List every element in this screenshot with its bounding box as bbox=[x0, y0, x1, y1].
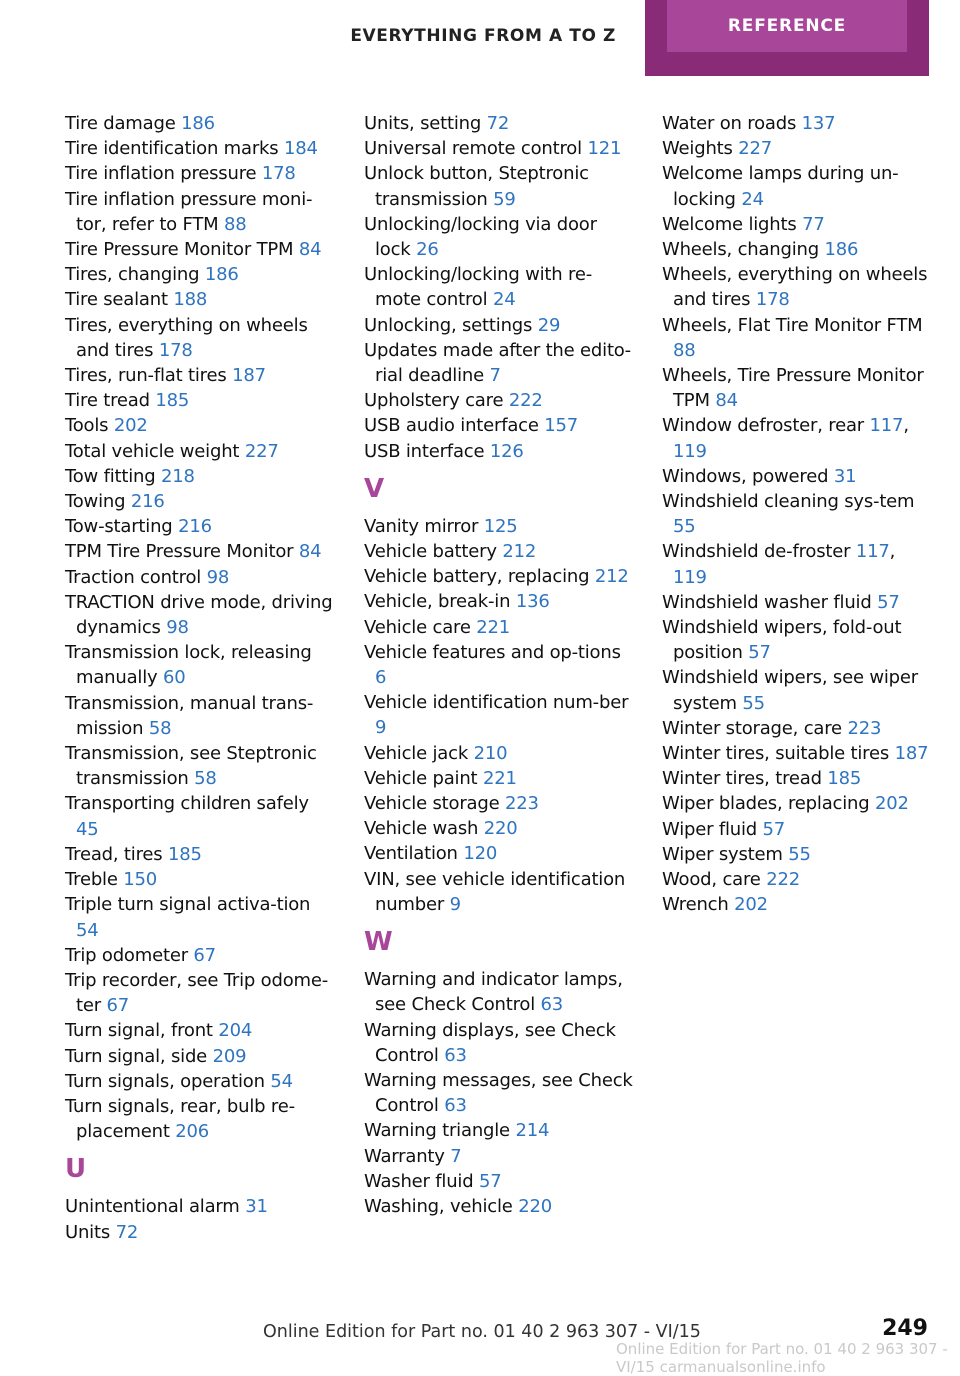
index-entry bbox=[65, 892, 335, 942]
index-entry-text: Warning triangle bbox=[364, 1120, 510, 1142]
index-entry-text: Units, setting bbox=[364, 113, 482, 134]
page-link[interactable]: 119 bbox=[673, 440, 707, 462]
page-link[interactable]: 55 bbox=[742, 692, 765, 714]
index-column-3 bbox=[662, 111, 932, 918]
page-link[interactable]: 60 bbox=[163, 667, 186, 689]
page-link[interactable]: 221 bbox=[482, 767, 517, 789]
index-entry bbox=[662, 867, 932, 892]
index-entry-text: Welcome lamps during un‐locking bbox=[662, 163, 899, 210]
index-entry bbox=[65, 262, 335, 287]
index-entry bbox=[65, 1194, 335, 1219]
index-entry-text: Total vehicle weight bbox=[65, 440, 240, 462]
page-link[interactable]: 9 bbox=[375, 717, 387, 739]
index-entry-text: Wiper fluid bbox=[662, 818, 757, 840]
index-entry bbox=[65, 313, 335, 363]
page-header bbox=[0, 0, 960, 76]
index-entry bbox=[364, 690, 634, 740]
page-link[interactable]: 54 bbox=[270, 1070, 293, 1092]
index-entry bbox=[65, 640, 335, 690]
index-entry bbox=[65, 1094, 335, 1144]
page-link[interactable]: 58 bbox=[148, 717, 172, 739]
index-entry bbox=[662, 766, 932, 791]
page-link[interactable]: 7 bbox=[450, 1145, 462, 1167]
index-entry-text: Washing, vehicle bbox=[364, 1195, 513, 1217]
page-link[interactable]: 178 bbox=[158, 339, 193, 361]
index-entry bbox=[364, 867, 634, 917]
page-link[interactable]: 31 bbox=[245, 1196, 268, 1218]
page-link[interactable]: 63 bbox=[540, 994, 564, 1016]
page-link[interactable]: 119 bbox=[673, 566, 707, 588]
index-entry bbox=[364, 313, 634, 338]
index-letter-w: W bbox=[364, 927, 393, 958]
index-entry-text: Windshield wipers, fold-out position bbox=[662, 617, 902, 664]
index-entry-text: Transmission lock, releasing manually bbox=[65, 642, 312, 689]
index-entry-text: Universal remote control bbox=[364, 138, 582, 160]
page-link[interactable]: 84 bbox=[715, 390, 738, 412]
index-entry bbox=[65, 968, 335, 1018]
index-entry-text: Unlocking/locking with re‐mote control bbox=[364, 264, 592, 311]
index-entry-text: Window defroster, rear bbox=[662, 415, 865, 437]
index-entry-text: Updates made after the edito‐rial deadline bbox=[364, 339, 631, 387]
index-entry-text: Tire inflation pressure moni‐tor, refer to FTM bbox=[65, 188, 313, 235]
page-link[interactable]: 202 bbox=[113, 415, 148, 437]
page-link[interactable]: 187 bbox=[894, 743, 929, 765]
page-link[interactable]: 72 bbox=[115, 1221, 139, 1243]
index-entry-text: Vehicle paint bbox=[364, 767, 478, 789]
index-entry bbox=[662, 464, 932, 489]
index-entry-text: Wheels, everything on wheels and tires bbox=[662, 264, 928, 311]
page-link[interactable]: 7 bbox=[489, 365, 501, 387]
index-entry bbox=[65, 514, 335, 539]
page-link[interactable]: 88 bbox=[224, 213, 247, 235]
index-entry-text: Ventilation bbox=[364, 843, 458, 865]
page-link[interactable]: 220 bbox=[518, 1195, 552, 1217]
index-entry bbox=[65, 1018, 335, 1043]
page-link[interactable]: 84 bbox=[298, 541, 322, 563]
index-entry-text: Unintentional alarm bbox=[65, 1196, 240, 1218]
page-link[interactable]: 223 bbox=[505, 793, 539, 815]
index-entry bbox=[364, 741, 634, 766]
index-entry-text: VIN, see vehicle identification number bbox=[364, 868, 626, 915]
index-entry-text: Tire inflation pressure bbox=[65, 163, 257, 185]
index-entry-text: Water on roads bbox=[662, 113, 797, 134]
index-entry bbox=[65, 590, 335, 640]
index-entry bbox=[662, 363, 932, 413]
page-link[interactable]: 178 bbox=[261, 163, 296, 185]
watermark: Online Edition for Part no. 01 40 2 963 307 - VI/15 carmanualsonline.info bbox=[616, 1340, 948, 1376]
page-link[interactable]: 59 bbox=[493, 188, 516, 210]
index-entry bbox=[662, 892, 932, 917]
page-link[interactable]: 187 bbox=[232, 365, 266, 387]
page-link[interactable]: 214 bbox=[515, 1120, 550, 1142]
page-link[interactable]: 202 bbox=[734, 894, 768, 916]
index-entry bbox=[662, 136, 932, 161]
index-entry-text: Unlocking, settings bbox=[364, 314, 533, 336]
index-entry-text: Units bbox=[65, 1221, 111, 1243]
page-link[interactable]: 221 bbox=[476, 616, 510, 638]
index-entry-text: Vehicle, break-in bbox=[364, 591, 511, 613]
index-entry bbox=[662, 615, 932, 665]
index-entry-text: Unlocking/locking via door lock bbox=[364, 213, 597, 261]
index-entry bbox=[364, 791, 634, 816]
page-link[interactable]: 63 bbox=[444, 1044, 467, 1066]
index-entry bbox=[662, 313, 932, 363]
index-entry-text: Vehicle features and op‐tions bbox=[364, 641, 621, 663]
index-entry bbox=[65, 1044, 335, 1069]
page-link[interactable]: 117 bbox=[855, 541, 890, 563]
page-link[interactable]: 72 bbox=[486, 113, 510, 134]
index-entry-text: Transmission, see Steptronic transmission bbox=[65, 743, 317, 790]
reference-tab-label: REFERENCE bbox=[667, 0, 907, 52]
page-link[interactable]: 98 bbox=[206, 566, 230, 588]
index-entry-text: Transporting children safely bbox=[65, 793, 309, 815]
index-entry-text: Welcome lights bbox=[662, 213, 797, 235]
page-link[interactable]: 222 bbox=[508, 390, 543, 412]
index-entry: Windshield de‐froster 117, 119 bbox=[662, 541, 896, 588]
index-letter-u: U bbox=[65, 1154, 86, 1185]
index-entry bbox=[364, 615, 634, 640]
page-link[interactable]: 209 bbox=[212, 1045, 247, 1067]
index-entry bbox=[662, 741, 932, 766]
index-entry bbox=[364, 161, 634, 211]
index-entry bbox=[364, 338, 634, 388]
page-link[interactable]: 67 bbox=[193, 944, 216, 966]
index-column-2 bbox=[364, 111, 634, 1219]
index-entry-text: Tow-starting bbox=[65, 516, 173, 538]
index-entry bbox=[65, 161, 335, 186]
index-entry bbox=[65, 439, 335, 464]
index-column-1 bbox=[65, 111, 335, 1245]
page-link[interactable]: 126 bbox=[489, 440, 524, 462]
index-entry bbox=[364, 1068, 634, 1118]
page-link[interactable]: 206 bbox=[175, 1121, 209, 1143]
index-entry-text: Windshield cleaning sys‐tem bbox=[662, 491, 915, 513]
index-entry-text: Windshield de‐froster bbox=[662, 541, 851, 563]
page-link[interactable]: 212 bbox=[502, 541, 537, 563]
index-entry-text: Tire Pressure Monitor TPM bbox=[65, 239, 294, 261]
index-entry-text: Turn signals, operation bbox=[65, 1070, 265, 1092]
index-entry-text: Wheels, Tire Pressure Monitor TPM bbox=[662, 365, 924, 412]
index-entry-text: Weights bbox=[662, 138, 733, 160]
index-entry-text: TPM Tire Pressure Monitor bbox=[65, 541, 294, 563]
index-entry bbox=[65, 388, 335, 413]
index-entry-text: Warning displays, see Check Control bbox=[364, 1019, 616, 1066]
index-entry bbox=[65, 464, 335, 489]
index-entry bbox=[65, 136, 335, 161]
index-entry bbox=[662, 842, 932, 867]
page-link[interactable]: 55 bbox=[673, 516, 696, 538]
index-entry bbox=[364, 967, 634, 1017]
index-letter-v: V bbox=[364, 473, 384, 504]
index-entry bbox=[364, 640, 634, 690]
page-link[interactable]: 24 bbox=[492, 289, 516, 311]
page-link[interactable]: 98 bbox=[166, 617, 189, 639]
index-entry-text: Traction control bbox=[65, 566, 202, 588]
index-entry-text: Tires, run-flat tires bbox=[65, 365, 227, 387]
page-link[interactable]: 227 bbox=[738, 138, 772, 160]
index-entry-text: Vanity mirror bbox=[364, 515, 479, 537]
index-entry bbox=[364, 766, 634, 791]
page-link[interactable]: 45 bbox=[76, 818, 99, 840]
index-entry bbox=[364, 514, 634, 539]
index-entry bbox=[65, 187, 335, 237]
page-link[interactable]: 178 bbox=[755, 289, 790, 311]
page-link[interactable]: 121 bbox=[587, 138, 622, 160]
page-link[interactable]: 185 bbox=[167, 843, 202, 865]
index-entry-text: Vehicle wash bbox=[364, 818, 479, 840]
index-entry bbox=[65, 489, 335, 514]
page-link[interactable]: 63 bbox=[444, 1095, 467, 1117]
index-entry-text: Tow fitting bbox=[65, 465, 156, 487]
index-entry-text: Wheels, changing bbox=[662, 239, 819, 261]
index-entry-text: Vehicle storage bbox=[364, 793, 500, 815]
page-link[interactable]: 185 bbox=[827, 768, 862, 790]
index-entry bbox=[364, 589, 634, 614]
index-entry-text: Tire identification marks bbox=[65, 138, 279, 160]
page-number: 249 bbox=[882, 1316, 928, 1341]
index-entry: Window defroster, rear 117, 119 bbox=[662, 415, 909, 462]
page-link[interactable]: 184 bbox=[283, 138, 318, 160]
page-link[interactable]: 120 bbox=[463, 843, 498, 865]
page-link[interactable]: 57 bbox=[877, 591, 900, 613]
index-entry bbox=[65, 691, 335, 741]
index-entry bbox=[364, 111, 634, 136]
index-entry bbox=[364, 212, 634, 262]
index-entry bbox=[662, 817, 932, 842]
index-entry-text: Upholstery care bbox=[364, 390, 504, 412]
page-link[interactable]: 157 bbox=[544, 415, 579, 437]
index-entry-text: TRACTION drive mode, driving dynamics bbox=[65, 591, 333, 639]
index-entry bbox=[65, 111, 335, 136]
reference-tab bbox=[645, 0, 929, 76]
index-entry-text: USB audio interface bbox=[364, 415, 539, 437]
index-entry-text: Vehicle battery, replacing bbox=[364, 566, 590, 588]
page-link[interactable]: 137 bbox=[801, 113, 836, 134]
page-link[interactable]: 84 bbox=[298, 239, 322, 261]
index-entry bbox=[65, 287, 335, 312]
index-entry-text: Tires, everything on wheels and tires bbox=[65, 314, 308, 361]
page-link[interactable]: 54 bbox=[76, 919, 99, 941]
index-entry-text: Warning messages, see Check Control bbox=[364, 1069, 633, 1117]
index-entry-text: Vehicle jack bbox=[364, 742, 469, 764]
page-link[interactable]: 136 bbox=[515, 591, 550, 613]
page-link[interactable]: 212 bbox=[594, 566, 629, 588]
page-link[interactable]: 204 bbox=[218, 1020, 253, 1042]
index-entry-text: Winter tires, tread bbox=[662, 768, 822, 790]
page-link[interactable]: 125 bbox=[483, 515, 518, 537]
index-entry bbox=[662, 262, 932, 312]
page-link[interactable]: 29 bbox=[537, 314, 561, 336]
index-entry-text: Towing bbox=[65, 491, 126, 513]
edition-footer: Online Edition for Part no. 01 40 2 963 307 - VI/15 bbox=[263, 1322, 701, 1342]
page-link[interactable]: 117 bbox=[869, 415, 904, 437]
index-entry-text: Turn signals, rear, bulb re‐placement bbox=[65, 1095, 295, 1143]
page-link[interactable]: 26 bbox=[416, 239, 439, 261]
index-entry bbox=[662, 791, 932, 816]
page-link[interactable]: 220 bbox=[483, 818, 518, 840]
page-link[interactable]: 55 bbox=[788, 843, 811, 865]
page-link[interactable]: 227 bbox=[244, 440, 279, 462]
index-entry bbox=[364, 413, 634, 438]
index-entry bbox=[364, 1018, 634, 1068]
page-link[interactable]: 186 bbox=[824, 239, 859, 261]
index-entry bbox=[662, 716, 932, 741]
page-link[interactable]: 24 bbox=[741, 188, 764, 210]
index-entry bbox=[65, 237, 335, 262]
page-link[interactable]: 188 bbox=[173, 289, 208, 311]
index-entry bbox=[364, 262, 634, 312]
page-link[interactable]: 186 bbox=[181, 113, 215, 134]
index-entry-text: Washer fluid bbox=[364, 1170, 474, 1192]
index-entry bbox=[364, 1194, 634, 1219]
index-entry bbox=[364, 816, 634, 841]
index-entry bbox=[662, 111, 932, 136]
index-entry-text: Windshield washer fluid bbox=[662, 591, 872, 613]
page-link[interactable]: 6 bbox=[375, 667, 387, 689]
index-entry-text: Tread, tires bbox=[65, 843, 163, 865]
page-link[interactable]: 58 bbox=[194, 768, 217, 790]
index-entry-text: Winter storage, care bbox=[662, 717, 842, 739]
index-entry bbox=[65, 1069, 335, 1094]
page-link[interactable]: 186 bbox=[204, 264, 239, 286]
index-entry bbox=[364, 539, 634, 564]
index-entry-text: Turn signal, side bbox=[65, 1045, 208, 1067]
index-entry bbox=[65, 363, 335, 388]
index-entry-text: Turn signal, front bbox=[65, 1020, 213, 1042]
index-entry-text: USB interface bbox=[364, 440, 485, 462]
index-entry bbox=[662, 212, 932, 237]
page-link[interactable]: 216 bbox=[178, 516, 212, 538]
index-entry-text: Tire damage bbox=[65, 113, 176, 134]
index-entry-text: Winter tires, suitable tires bbox=[662, 743, 890, 765]
page-link[interactable]: 67 bbox=[106, 995, 129, 1017]
page-link[interactable]: 31 bbox=[833, 465, 857, 487]
index-entry-text: Wood, care bbox=[662, 869, 761, 891]
index-entry-text: Tire tread bbox=[65, 390, 150, 412]
index-entry bbox=[364, 388, 634, 413]
page-link[interactable]: 185 bbox=[155, 390, 190, 412]
index-entry bbox=[662, 161, 932, 211]
index-entry-text: Wheels, Flat Tire Monitor FTM bbox=[662, 314, 923, 336]
page-link[interactable]: 202 bbox=[875, 793, 909, 815]
index-entry-text: Windshield wipers, see wiper system bbox=[662, 667, 918, 714]
index-entry-text: Unlock button, Steptronic transmission bbox=[364, 163, 589, 210]
index-entry-text: Warranty bbox=[364, 1145, 445, 1167]
index-entry-text: Tire sealant bbox=[65, 289, 168, 311]
index-entry-text: Wrench bbox=[662, 894, 729, 916]
index-entry bbox=[364, 841, 634, 866]
index-entry-text: Vehicle identification num‐ber bbox=[364, 692, 629, 714]
section-title: EVERYTHING FROM A TO Z bbox=[350, 26, 616, 46]
index-entry-text: Wiper system bbox=[662, 843, 783, 865]
index-entry bbox=[65, 565, 335, 590]
index-entry bbox=[65, 413, 335, 438]
index-entry-text: Transmission, manual trans‐mission bbox=[65, 692, 314, 739]
index-entry bbox=[662, 489, 932, 539]
index-entry bbox=[364, 1118, 634, 1143]
index-entry-text: Tires, changing bbox=[65, 264, 200, 286]
index-entry bbox=[65, 539, 335, 564]
page-link[interactable]: 9 bbox=[449, 893, 461, 915]
index-entry-text: Vehicle battery bbox=[364, 541, 497, 563]
page-link[interactable]: 216 bbox=[130, 491, 165, 513]
page-link[interactable]: 57 bbox=[748, 642, 771, 664]
index-entry-text: Trip recorder, see Trip odome‐ter bbox=[65, 969, 329, 1017]
index-entry bbox=[662, 665, 932, 715]
index-entry bbox=[364, 1169, 634, 1194]
index-entry bbox=[65, 842, 335, 867]
index-entry-text: Wiper blades, replacing bbox=[662, 793, 870, 815]
index-entry bbox=[364, 439, 634, 464]
page-link[interactable]: 222 bbox=[766, 869, 800, 891]
index-entry-text: Vehicle care bbox=[364, 616, 471, 638]
page-link[interactable]: 218 bbox=[161, 465, 195, 487]
page-link[interactable]: 57 bbox=[478, 1170, 502, 1192]
page-link[interactable]: 77 bbox=[802, 213, 825, 235]
index-entry-text: Trip odometer bbox=[65, 944, 188, 966]
index-entry bbox=[364, 564, 634, 589]
index-entry-text: Triple turn signal activa‐tion bbox=[65, 894, 311, 916]
index-entry bbox=[364, 1144, 634, 1169]
index-entry-text: Treble bbox=[65, 869, 118, 891]
page-link[interactable]: 150 bbox=[123, 869, 158, 891]
page-link[interactable]: 210 bbox=[473, 742, 508, 764]
index-entry bbox=[662, 590, 932, 615]
index-entry bbox=[65, 1220, 335, 1245]
index-entry bbox=[65, 791, 335, 841]
page-link[interactable]: 57 bbox=[762, 818, 786, 840]
index-entry-text: Warning and indicator lamps, see Check Control bbox=[364, 969, 623, 1016]
page-link[interactable]: 223 bbox=[847, 717, 882, 739]
index-entry bbox=[65, 867, 335, 892]
index-entry bbox=[65, 943, 335, 968]
page-link[interactable]: 88 bbox=[673, 339, 696, 361]
index-entry bbox=[65, 741, 335, 791]
index-entry-text: Windows, powered bbox=[662, 465, 829, 487]
index-entry bbox=[662, 237, 932, 262]
index-entry bbox=[364, 136, 634, 161]
index-entry-text: Tools bbox=[65, 415, 109, 437]
